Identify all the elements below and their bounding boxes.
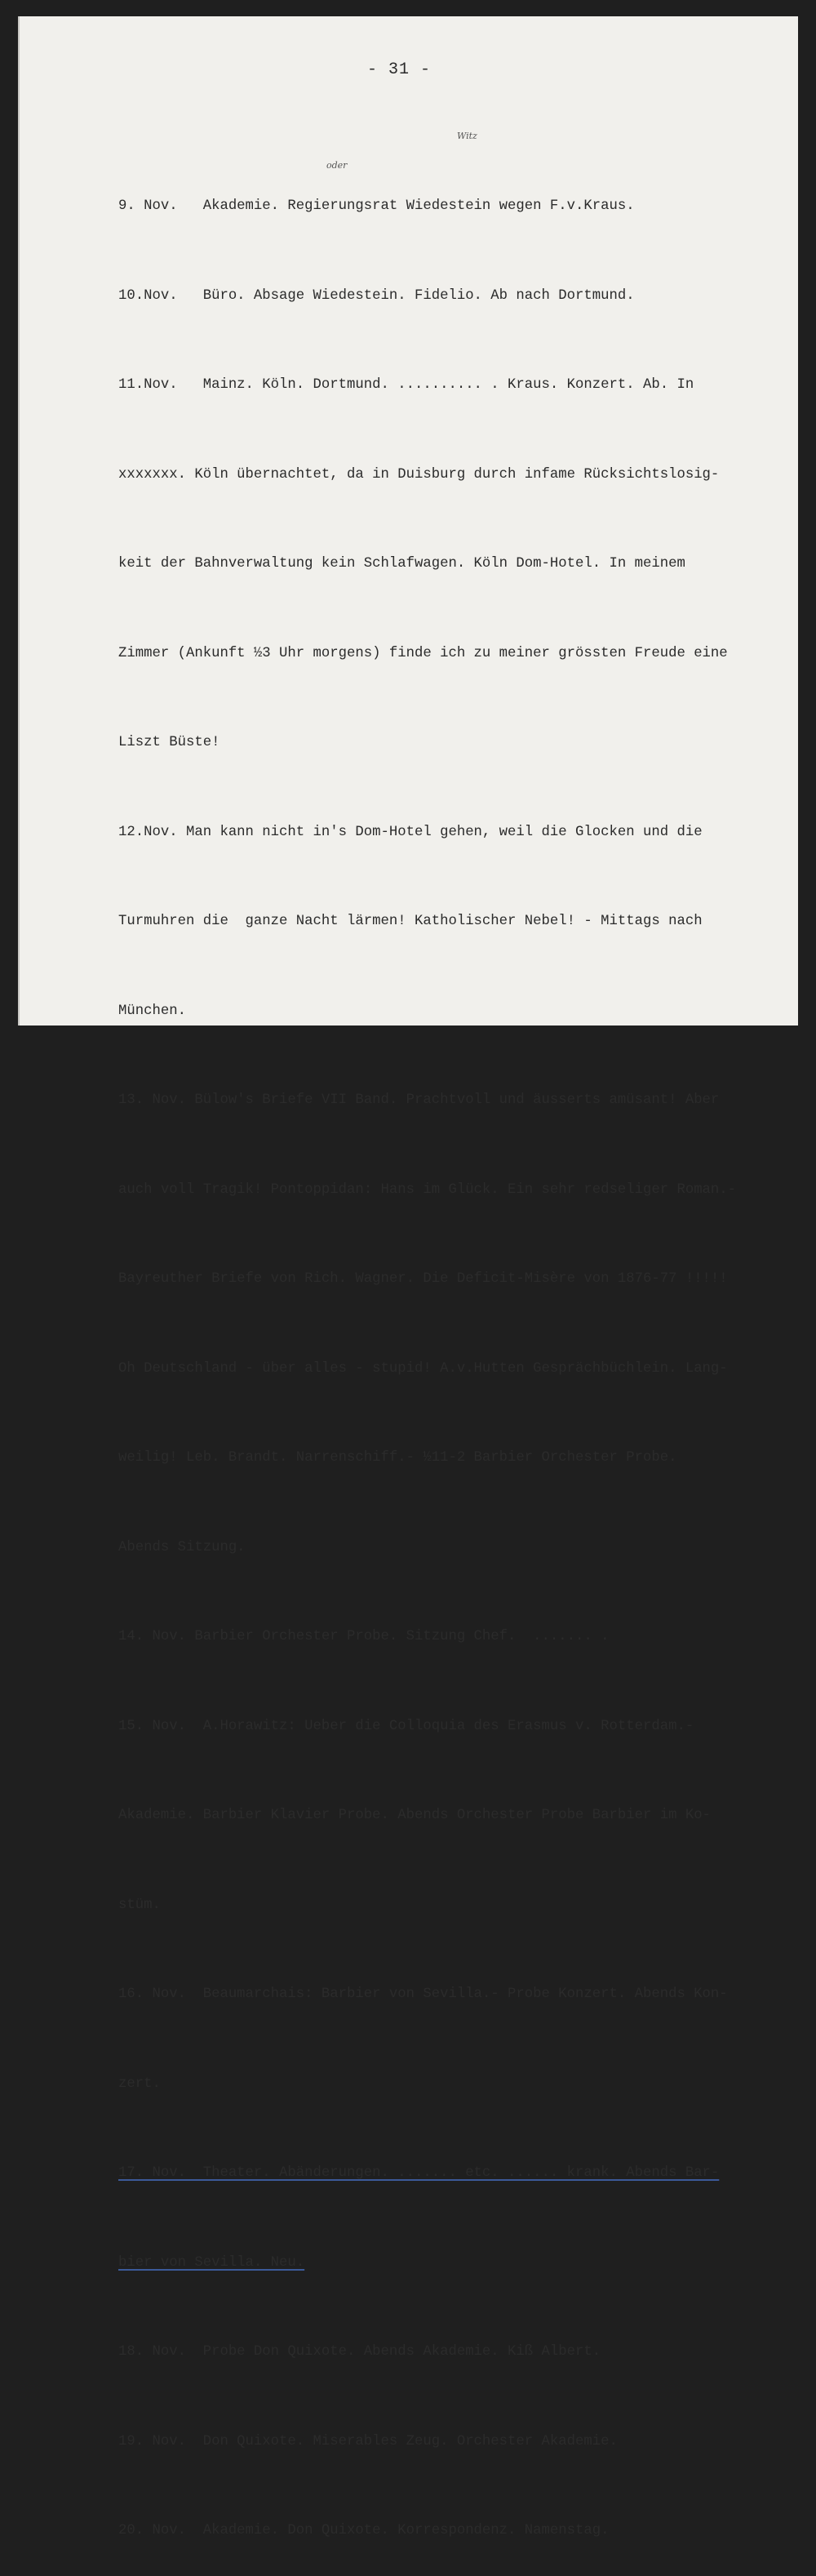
diary-line: 18. Nov. Probe Don Quixote. Abends Akademie. Kiß Albert. — [118, 2344, 601, 2360]
diary-line: Liszt Büste! — [118, 735, 220, 750]
diary-line: 13. Nov. Bülow's Briefe VII Band. Prachtvoll und äusserts amüsant! Aber — [118, 1092, 720, 1108]
diary-line: 15. Nov. A.Horawitz: Ueber die Colloquia des Erasmus v. Rotterdam.- — [118, 1718, 694, 1734]
diary-line: keit der Bahnverwaltung kein Schlafwagen. Köln Dom-Hotel. In meinem — [118, 556, 685, 572]
diary-line: 14. Nov. Barbier Orchester Probe. Sitzung Chef. ....... . — [118, 1629, 610, 1644]
diary-line: 12.Nov. Man kann nicht in's Dom-Hotel gehen, weil die Glocken und die — [118, 824, 703, 840]
diary-line: Turmuhren die ganze Nacht lärmen! Katholischer Nebel! - Mittags nach — [118, 914, 703, 929]
diary-line: stüm. — [118, 1897, 161, 1913]
diary-line: Akademie. Barbier Klavier Probe. Abends Orchester Probe Barbier im Ko- — [118, 1808, 711, 1823]
diary-line: 20. Nov. Akademie. Don Quixote. Korrespondenz. Namenstag. — [118, 2523, 610, 2538]
diary-line: Bayreuther Briefe von Rich. Wagner. Die Deficit-Misère von 1876-77 !!!!! — [118, 1271, 728, 1287]
pencil-annotation: oder — [326, 160, 348, 171]
diary-line: bier von Sevilla. Neu. — [118, 2254, 305, 2271]
diary-line: Abends Sitzung. — [118, 1539, 246, 1555]
diary-line: weilig! Leb. Brandt. Narrenschiff.- ½11-2 Barbier Orchester Probe. — [118, 1450, 677, 1466]
diary-line: 10.Nov. Büro. Absage Wiedestein. Fidelio. Ab nach Dortmund. — [118, 287, 635, 304]
diary-text — [118, 132, 771, 2576]
diary-line: 16. Nov. Beaumarchais: Barbier von Sevilla.- Probe Konzert. Abends Kon- — [118, 1987, 728, 2002]
diary-line: 17. Nov. Theater. Abänderungen. ....... etc. ...... krank. Abends Bar- — [118, 2165, 720, 2181]
diary-line: 19. Nov. Don Quixote. Miserables Zeug. Orchester Akademie. — [118, 2433, 618, 2449]
diary-line: München. — [118, 1003, 186, 1019]
diary-line: auch voll Tragik! Pontoppidan: Hans im Glück. Ein sehr redseliger Roman.- — [118, 1181, 737, 1198]
page-number: - 31 - — [366, 60, 431, 79]
diary-line: xxxxxxx. Köln übernachtet, da in Duisburg durch infame Rücksichtslosig- — [118, 466, 720, 483]
diary-line: 11.Nov. Mainz. Köln. Dortmund. .......... . Kraus. Konzert. Ab. In — [118, 377, 694, 393]
diary-line: Oh Deutschland - über alles - stupid! A.v.Hutten Gesprächbüchlein. Lang- — [118, 1360, 728, 1377]
pencil-annotation: Witz — [457, 131, 477, 141]
diary-line: zert. — [118, 2075, 161, 2092]
diary-line: Zimmer (Ankunft ½3 Uhr morgens) finde ich zu meiner grössten Freude eine — [118, 645, 728, 661]
diary-line: 9. Nov. Akademie. Regierungsrat Wiedestein wegen F.v.Kraus. — [118, 198, 635, 214]
